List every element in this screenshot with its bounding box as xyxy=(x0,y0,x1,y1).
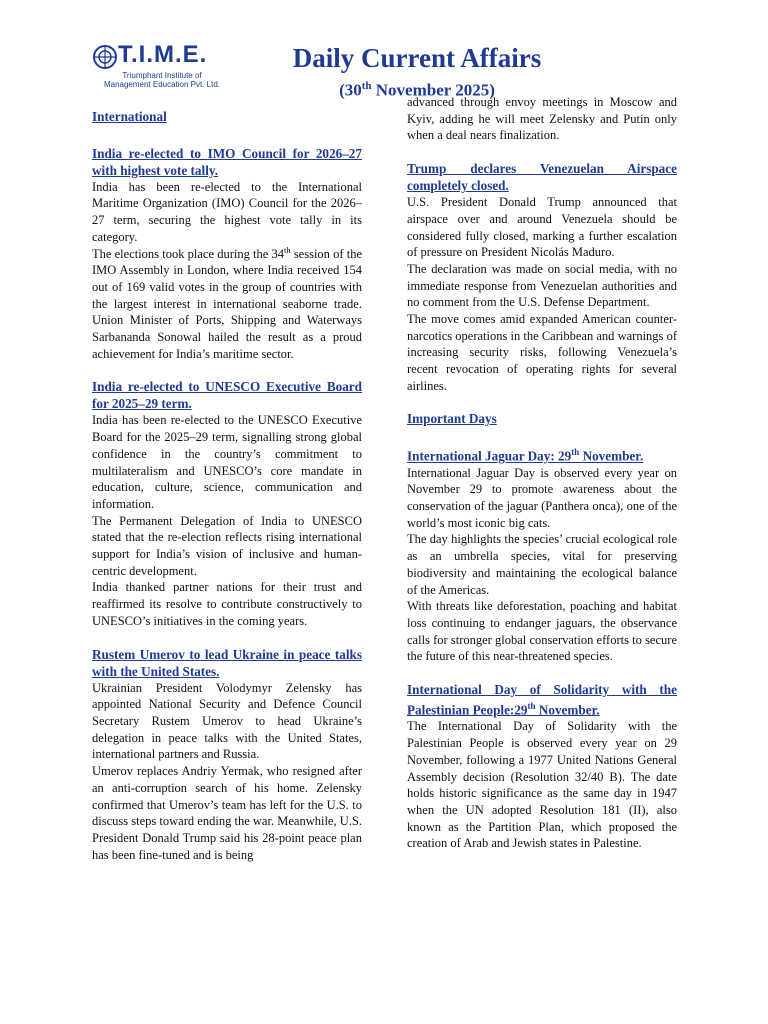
article-palestine-day xyxy=(407,681,677,852)
logo-wordmark: T.I.M.E. xyxy=(118,41,208,68)
article-headline: International Day of Solidarity with the Palestinian People:29th November. xyxy=(407,682,677,718)
article-paragraph: The day highlights the species’ crucial ecological role as an umbrella species, vital for preserving biodiversity and maintaining the ecological balance of the Americas. xyxy=(407,532,677,597)
article-headline: Trump declares Venezuelan Airspace completely closed. xyxy=(407,161,677,194)
article-headline: India re-elected to IMO Council for 2026–27 with highest vote tally. xyxy=(92,145,362,178)
article-paragraph: The declaration was made on social media, with no immediate response from Venezuelan authorities and no comment from the U.S. Defense Department. xyxy=(407,261,677,310)
article-jaguar-day xyxy=(407,444,677,665)
page-date: (30th November 2025) xyxy=(339,80,495,100)
article-paragraph: The elections took place during the 34th session of the IMO Assembly in London, where India received 154 out of 169 valid votes in the group of countries with the largest interest in international seaborne trade. Union Minister of Ports, Shipping and Waterways Sarbananda Sonowal hailed the result as a proud achievement for India’s maritime sector. xyxy=(92,244,362,361)
article-paragraph: India thanked partner nations for their trust and reaffirmed its resolve to contribute constructively to UNESCO’s initiatives in the coming years. xyxy=(92,580,362,628)
article-umerov xyxy=(92,646,362,864)
article-venezuela xyxy=(407,160,677,394)
logo-subtitle: Triumphant Institute of Management Education Pvt. Ltd. xyxy=(103,71,221,89)
article-imo xyxy=(92,145,362,363)
article-headline: International Jaguar Day: 29th November. xyxy=(407,447,644,464)
page-header xyxy=(0,0,768,100)
right-column xyxy=(407,94,677,852)
article-paragraph: India has been re-elected to the UNESCO Executive Board for the 2025–29 term, signalling strong global confidence in the country’s commitment to multilateralism and UNESCO’s core mandate in education, culture, science, communication and information. xyxy=(92,413,362,511)
time-logo xyxy=(92,41,232,92)
article-paragraph: Umerov replaces Andriy Yermak, who resigned after an anti-corruption search of his home. Zelensky confirmed that Umerov’s team has left for the U.S. to discuss steps toward ending the war. Meanwhile, U.S. President Donald Trump said his 28-point peace plan has been fine-tuned and is being xyxy=(92,764,362,862)
section-heading-important-days: Important Days xyxy=(407,410,497,426)
article-paragraph: India has been re-elected to the International Maritime Organization (IMO) Council for the 2026–27 term, securing the highest vote tally in its category. xyxy=(92,179,362,244)
article-headline: Rustem Umerov to lead Ukraine in peace talks with the United States. xyxy=(92,646,362,679)
article-paragraph: The International Day of Solidarity with the Palestinian People is observed every year on 29 November, following a 1977 United Nations General Assembly decision (Resolution 32/40 B). The date holds historic significance as the same day in 1947 when the UN adopted Resolution 181 (II), also known as the Partition Plan, which proposed the creation of Arab and Jewish states in Palestine. xyxy=(407,719,677,851)
article-paragraph: U.S. President Donald Trump announced that airspace over and around Venezuela should be considered fully closed, marking a further escalation of pressure on President Nicolás Maduro. xyxy=(407,195,677,260)
article-headline: India re-elected to UNESCO Executive Board for 2025–29 term. xyxy=(92,379,362,412)
page-title: Daily Current Affairs xyxy=(292,43,542,73)
left-column xyxy=(92,109,362,863)
article-paragraph: International Jaguar Day is observed every year on November 29 to promote awareness about the conservation of the jaguar (Panthera onca), one of the world’s most iconic big cats. xyxy=(407,465,677,530)
article-paragraph: The move comes amid expanded American counter-narcotics operations in the Caribbean and warnings of increasing security risks, following Venezuela’s recent revocation of operating rights for several airlines. xyxy=(407,312,677,393)
article-continuation: advanced through envoy meetings in Moscow and Kyiv, adding he will meet Zelensky and Putin only when a deal nears finalization. xyxy=(407,95,677,143)
article-paragraph: The Permanent Delegation of India to UNESCO stated that the re-election reflects rising international support for India’s vision of inclusive and human-centric development. xyxy=(92,513,362,578)
globe-icon xyxy=(92,44,118,70)
article-paragraph: Ukrainian President Volodymyr Zelensky has appointed National Security and Defence Council Secretary Rustem Umerov to head Ukraine’s delegation in peace talks with the United States, international partners and Russia. xyxy=(92,680,362,762)
article-paragraph: With threats like deforestation, poaching and habitat loss continuing to endanger jaguars, the observance calls for stronger global conservation efforts to secure the future of this near-threatened species. xyxy=(407,599,677,664)
article-unesco xyxy=(92,378,362,629)
section-heading-international: International xyxy=(92,109,167,124)
